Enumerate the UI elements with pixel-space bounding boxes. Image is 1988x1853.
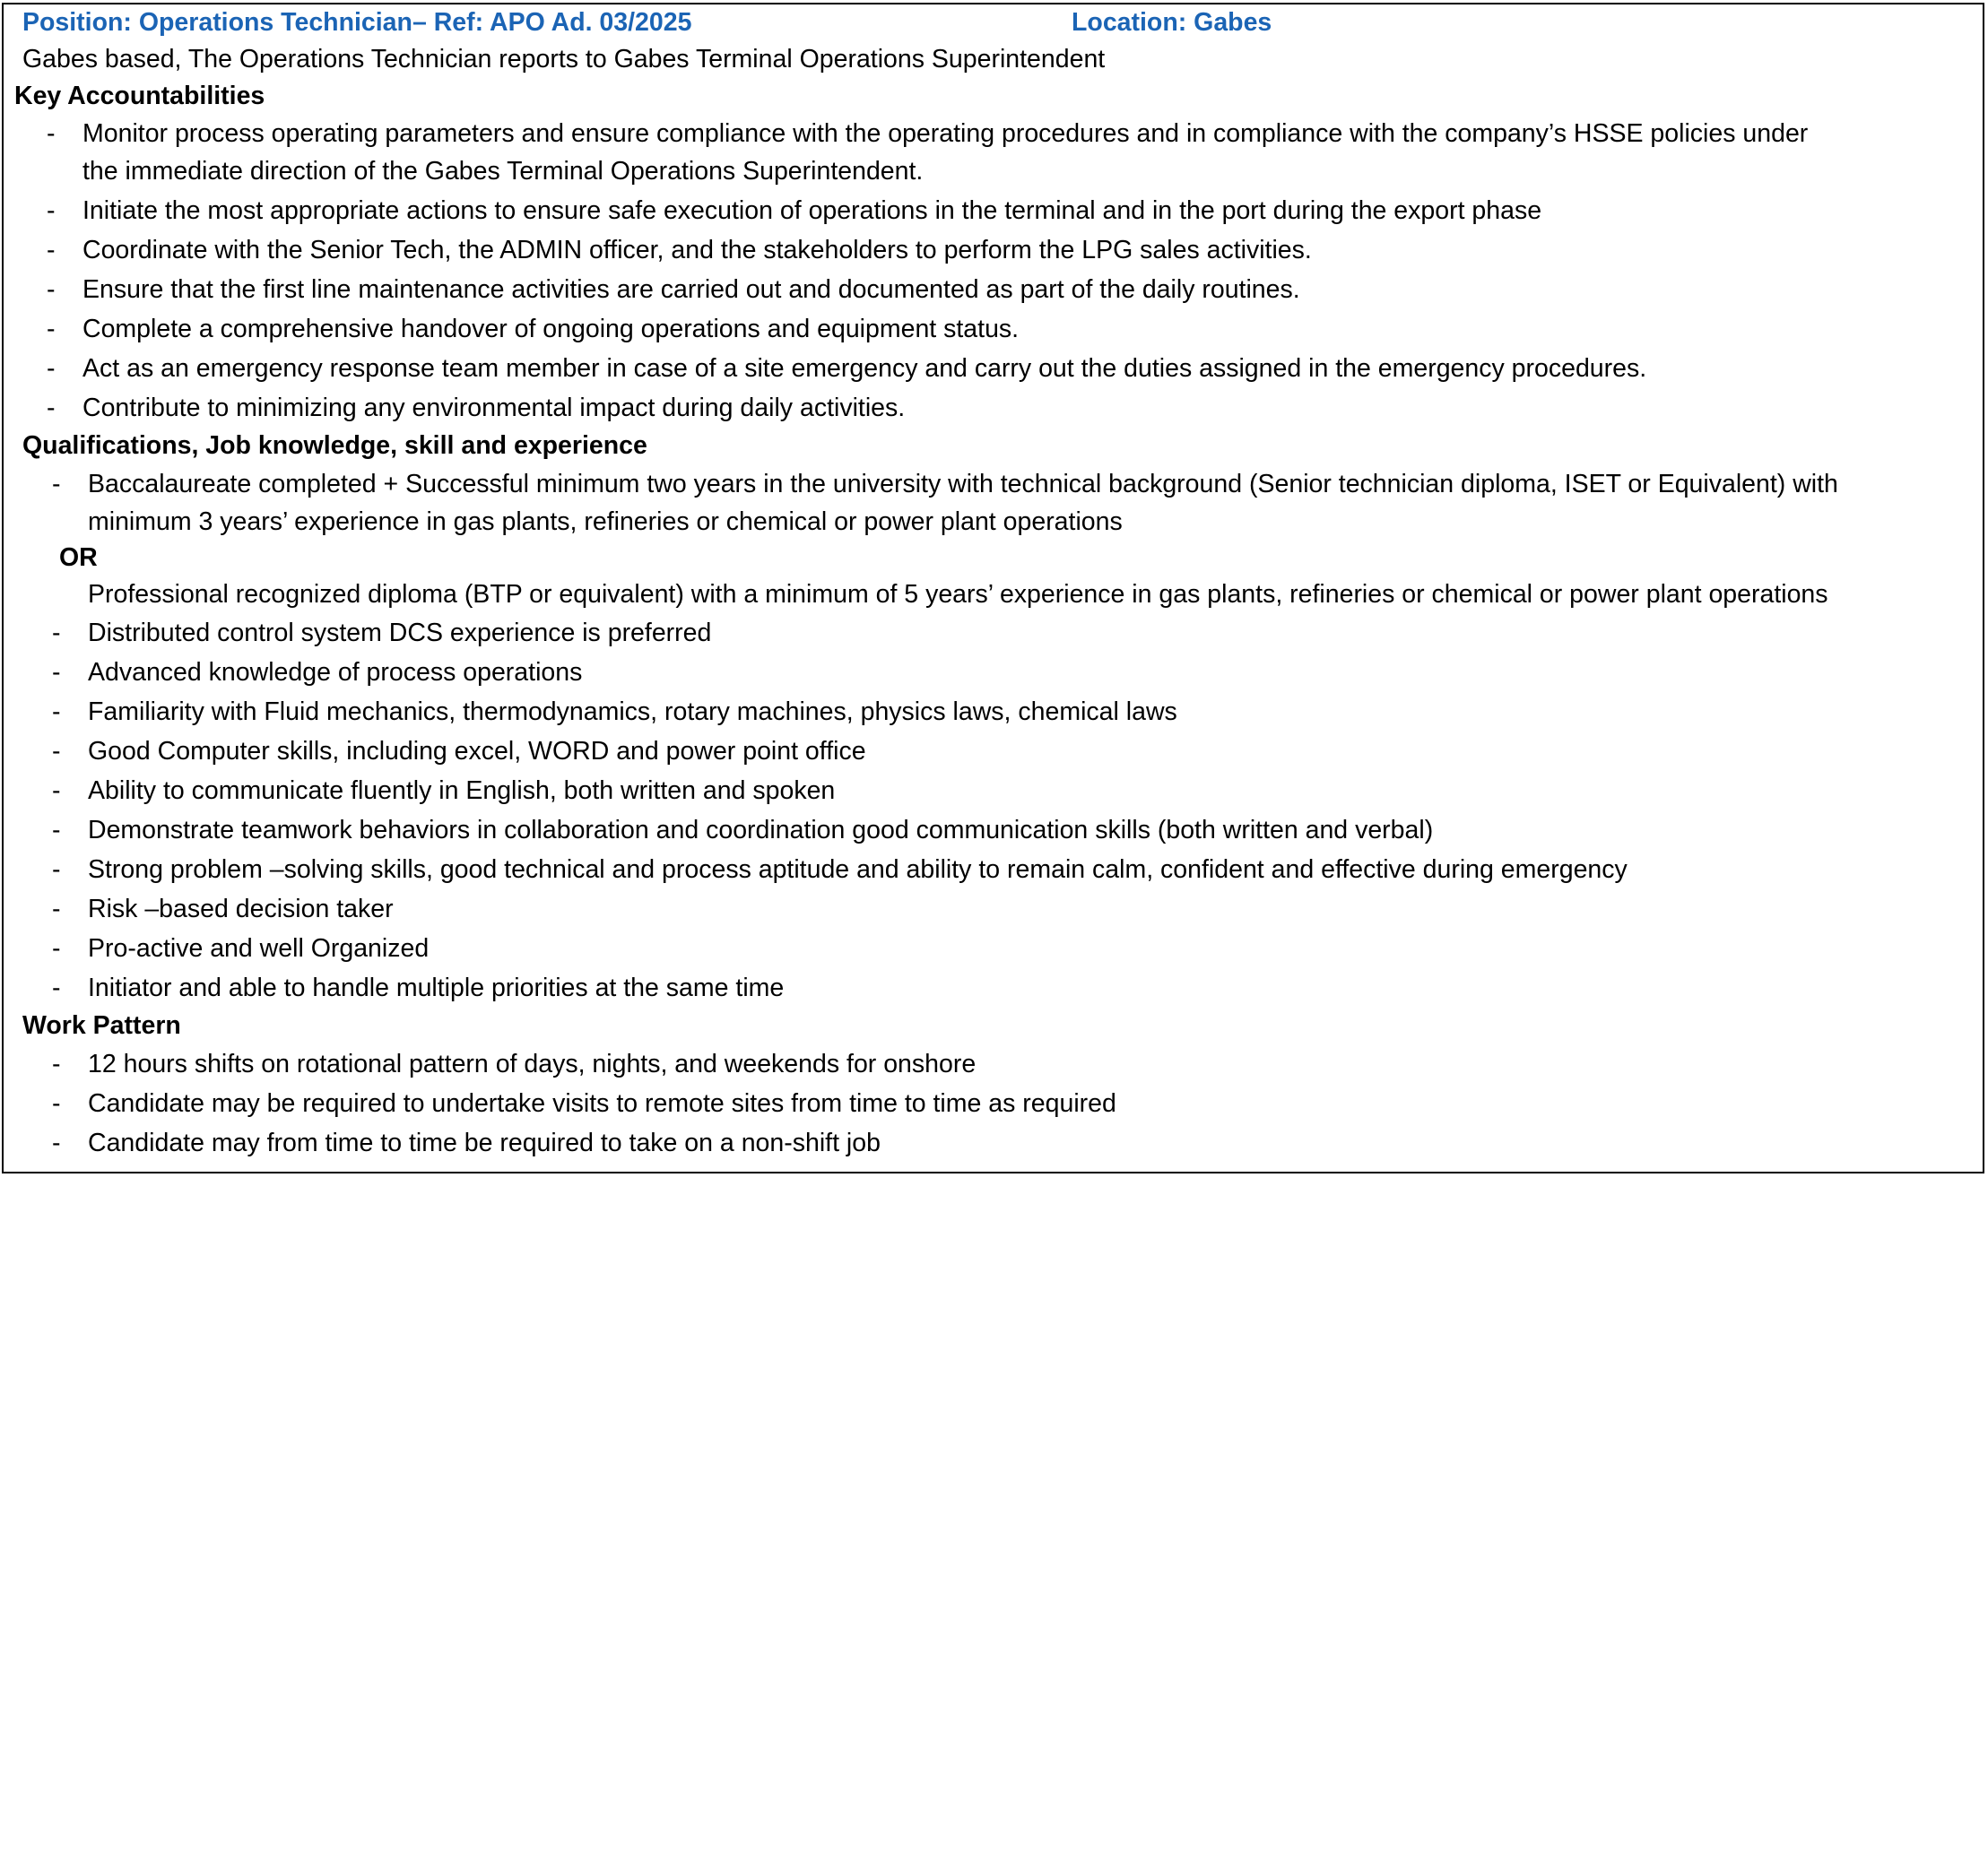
- bullet-dash: -: [47, 315, 56, 343]
- qualification-item: Distributed control system DCS experience is preferred: [88, 619, 712, 647]
- position-ref-title: Position: Operations Technician– Ref: APO Ad. 03/2025: [22, 8, 692, 37]
- accountability-item: Coordinate with the Senior Tech, the ADMIN officer, and the stakeholders to perform the LPG sales activities.: [82, 236, 1312, 264]
- qualifications-heading: Qualifications, Job knowledge, skill and experience: [22, 431, 647, 460]
- bullet-dash: -: [47, 236, 56, 264]
- qualification-item: Pro-active and well Organized: [88, 934, 430, 963]
- bullet-dash: -: [47, 119, 56, 148]
- qualification-item: Good Computer skills, including excel, WORD and power point office: [88, 737, 866, 766]
- qualification-item: Initiator and able to handle multiple priorities at the same time: [88, 974, 785, 1002]
- bullet-dash: -: [52, 974, 61, 1002]
- bullet-dash: -: [52, 619, 61, 647]
- work-pattern-item: Candidate may from time to time be required to take on a non-shift job: [88, 1129, 881, 1157]
- qualification-item: Baccalaureate completed + Successful minimum two years in the university with technical background (Senior technician diploma, ISET or Equivalent) with: [88, 470, 1838, 498]
- qualification-item: Risk –based decision taker: [88, 895, 394, 923]
- bullet-dash: -: [52, 776, 61, 805]
- accountability-item: Contribute to minimizing any environmental impact during daily activities.: [82, 394, 906, 422]
- qualification-item-continued: minimum 3 years’ experience in gas plants, refineries or chemical or power plant operations: [88, 507, 1123, 536]
- accountability-item: Complete a comprehensive handover of ongoing operations and equipment status.: [82, 315, 1020, 343]
- bullet-dash: -: [52, 1050, 61, 1078]
- intro-text: Gabes based, The Operations Technician reports to Gabes Terminal Operations Superintendent: [22, 45, 1106, 74]
- accountability-item: Ensure that the first line maintenance activities are carried out and documented as part of the daily routines.: [82, 275, 1300, 304]
- bullet-dash: -: [52, 895, 61, 923]
- accountability-item: Monitor process operating parameters and ensure compliance with the operating procedures and in compliance with the company’s HSSE policies under: [82, 119, 1809, 148]
- qualification-item: Advanced knowledge of process operations: [88, 658, 583, 687]
- bullet-dash: -: [52, 1089, 61, 1118]
- work-pattern-item: 12 hours shifts on rotational pattern of days, nights, and weekends for onshore: [88, 1050, 977, 1078]
- location-title: Location: Gabes: [1072, 8, 1272, 37]
- bullet-dash: -: [47, 394, 56, 422]
- qualification-alternative: Professional recognized diploma (BTP or equivalent) with a minimum of 5 years’ experience in gas plants, refineries or chemical or power plant operations: [88, 580, 1828, 609]
- or-label: OR: [59, 543, 98, 572]
- key-accountabilities-heading: Key Accountabilities: [14, 82, 265, 110]
- bullet-dash: -: [52, 1129, 61, 1157]
- bullet-dash: -: [52, 816, 61, 844]
- bullet-dash: -: [47, 196, 56, 225]
- bullet-dash: -: [52, 737, 61, 766]
- work-pattern-item: Candidate may be required to undertake visits to remote sites from time to time as required: [88, 1089, 1116, 1118]
- bullet-dash: -: [47, 275, 56, 304]
- bullet-dash: -: [52, 658, 61, 687]
- bullet-dash: -: [52, 934, 61, 963]
- qualification-item: Ability to communicate fluently in English, both written and spoken: [88, 776, 836, 805]
- accountability-item: Initiate the most appropriate actions to ensure safe execution of operations in the terminal and in the port during the export phase: [82, 196, 1542, 225]
- accountability-item-continued: the immediate direction of the Gabes Terminal Operations Superintendent.: [82, 157, 924, 186]
- accountability-item: Act as an emergency response team member in case of a site emergency and carry out the duties assigned in the emergency procedures.: [82, 354, 1647, 383]
- bullet-dash: -: [52, 470, 61, 498]
- bullet-dash: -: [52, 697, 61, 726]
- bullet-dash: -: [47, 354, 56, 383]
- work-pattern-heading: Work Pattern: [22, 1011, 181, 1040]
- qualification-item: Demonstrate teamwork behaviors in collaboration and coordination good communication skills (both written and verbal): [88, 816, 1434, 844]
- qualification-item: Strong problem –solving skills, good technical and process aptitude and ability to remain calm, confident and effective during emergency: [88, 855, 1628, 884]
- bullet-dash: -: [52, 855, 61, 884]
- qualification-item: Familiarity with Fluid mechanics, thermodynamics, rotary machines, physics laws, chemical laws: [88, 697, 1177, 726]
